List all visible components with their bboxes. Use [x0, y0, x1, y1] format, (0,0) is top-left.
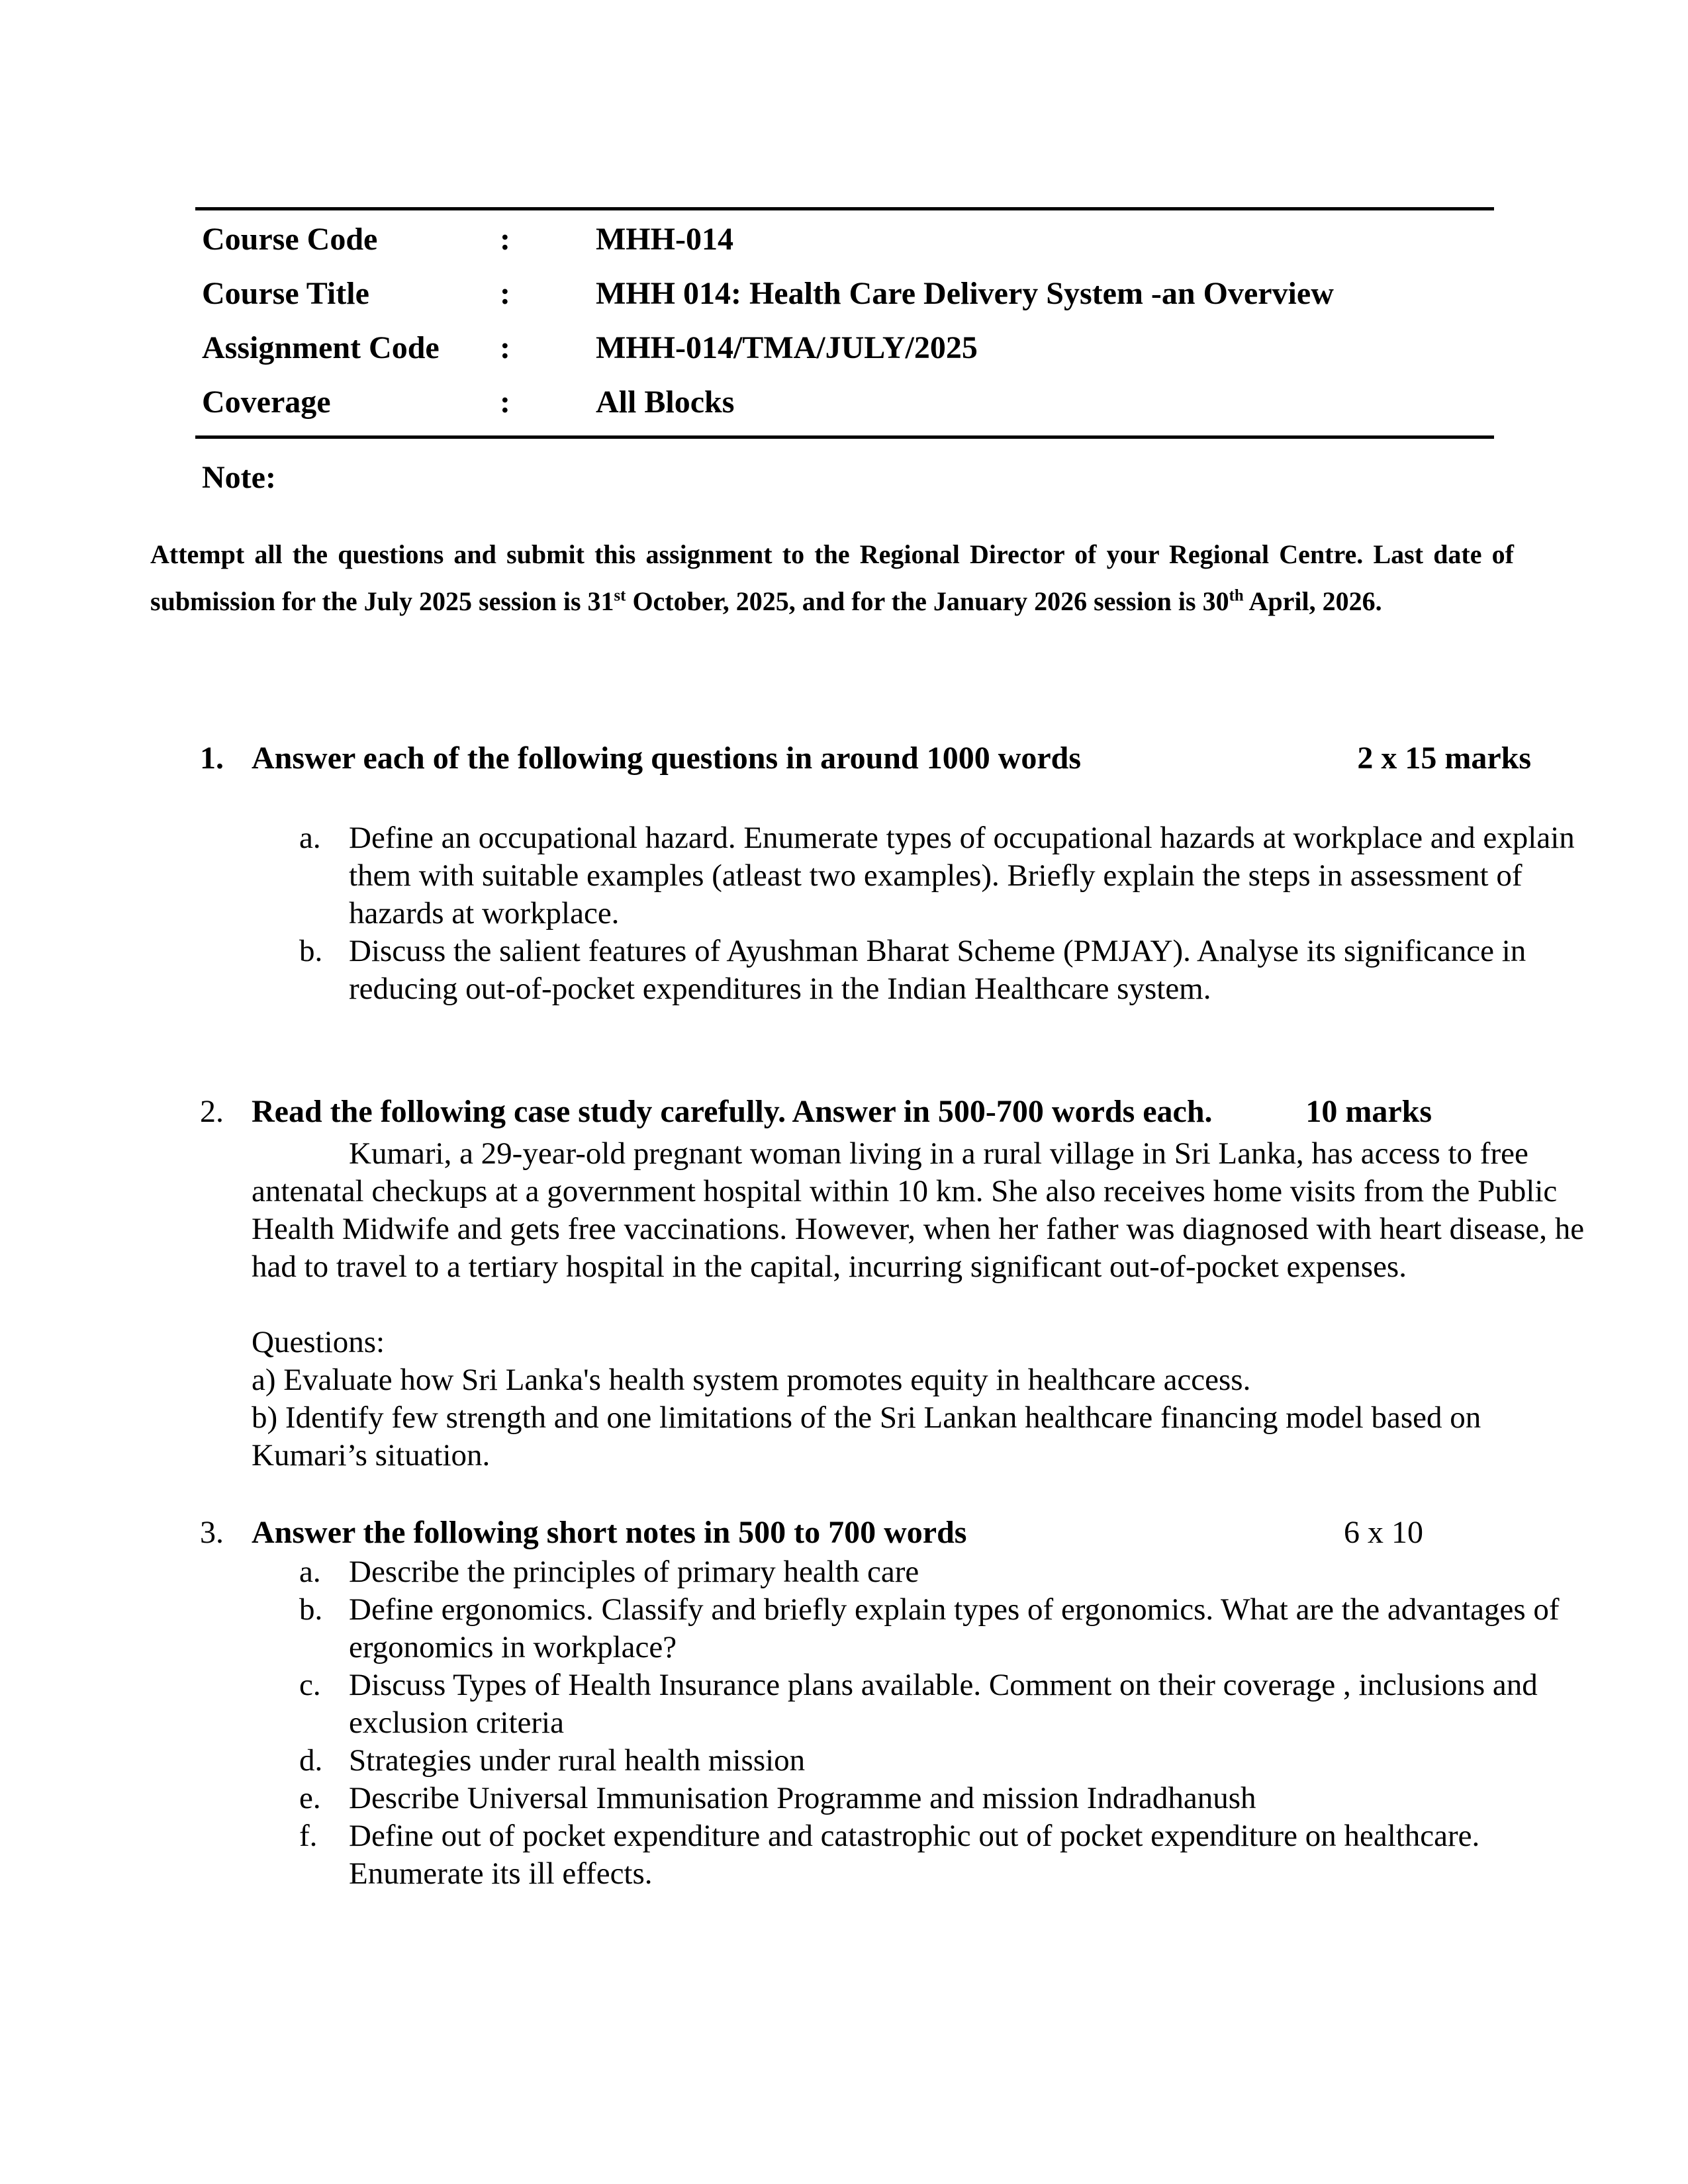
- coverage-value: All Blocks: [596, 384, 735, 420]
- course-code-value: MHH-014: [596, 221, 733, 257]
- item-3b-text: Define ergonomics. Classify and briefly explain types of ergonomics. What are the advantages of ergonomics in workplace?: [349, 1592, 1560, 1664]
- course-code-separator: :: [500, 221, 510, 257]
- question-2-heading: [200, 1091, 1688, 1132]
- item-3d-text: Strategies under rural health mission: [349, 1743, 806, 1778]
- coverage-label: Coverage: [202, 384, 331, 420]
- question-1-item-a: [299, 819, 1589, 933]
- assignment-code-label: Assignment Code: [202, 330, 440, 365]
- question-3-item-d: [299, 1742, 1589, 1780]
- question-3-marks: 6 x 10: [1344, 1515, 1423, 1550]
- item-3e-marker: e.: [299, 1781, 321, 1815]
- instructions-text-part3: April, 2026.: [1243, 586, 1382, 616]
- item-1b-text: Discuss the salient features of Ayushman Bharat Scheme (PMJAY). Analyse its significance in reducing out-of-pocket expenditures in the Indian Healthcare system.: [349, 934, 1526, 1006]
- course-title-row: [195, 266, 1494, 320]
- question-1-item-b: [299, 933, 1589, 1008]
- item-1a-marker: a.: [299, 821, 321, 855]
- question-1-title: Answer each of the following questions in around 1000 words: [252, 741, 1082, 776]
- question-1-marks: 2 x 15 marks: [1357, 741, 1531, 776]
- question-3-item-a: [299, 1553, 1589, 1591]
- item-3c-text: Discuss Types of Health Insurance plans available. Comment on their coverage , inclusions and exclusion criteria: [349, 1668, 1538, 1740]
- question-3-number: 3.: [200, 1515, 224, 1550]
- case-questions-label: Questions:: [252, 1325, 385, 1359]
- question-2-number: 2.: [200, 1094, 224, 1129]
- item-3f-marker: f.: [299, 1819, 318, 1853]
- item-3f-text: Define out of pocket expenditure and catastrophic out of pocket expenditure on healthcare. Enumerate its ill effects.: [349, 1819, 1480, 1891]
- instructions-text-part1: Attempt all the questions and submit this assignment to the Regional Director of your Regional Centre. Last date of submission for the July 2025 session is 31: [150, 539, 1514, 616]
- item-1b-marker: b.: [299, 934, 323, 968]
- case-study-paragraph: Kumari, a 29-year-old pregnant woman living in a rural village in Sri Lanka, has access to free antenatal checkups at a government hospital within 10 km. She also receives home visits from the Public Health Midwife and gets free vaccinations. However, when her father was diagnosed with heart disease, he had to travel to a tertiary hospital in the capital, incurring significant out-of-pocket expenses.: [252, 1136, 1585, 1284]
- question-2-title: Read the following case study carefully. Answer in 500-700 words each.: [252, 1094, 1213, 1129]
- question-3-title: Answer the following short notes in 500 to 700 words: [252, 1515, 967, 1550]
- item-3e-text: Describe Universal Immunisation Programme and mission Indradhanush: [349, 1781, 1256, 1815]
- item-3d-marker: d.: [299, 1743, 323, 1778]
- question-2-marks: 10 marks: [1305, 1094, 1432, 1129]
- item-3c-marker: c.: [299, 1668, 321, 1702]
- question-3-item-e: [299, 1780, 1589, 1817]
- question-1-heading: [200, 738, 1688, 779]
- assignment-code-value: MHH-014/TMA/JULY/2025: [596, 330, 978, 365]
- ordinal-superscript-st: st: [614, 586, 626, 605]
- course-info-table: [195, 207, 1494, 439]
- assignment-code-row: [195, 320, 1494, 375]
- ordinal-superscript-th: th: [1229, 586, 1244, 605]
- course-code-row: [195, 212, 1494, 266]
- submission-instructions: [150, 531, 1514, 625]
- item-1a-text: Define an occupational hazard. Enumerate types of occupational hazards at workplace and explain them with suitable examples (atleast two examples). Briefly explain the steps in assessment of hazards at workplace.: [349, 821, 1575, 931]
- item-3b-marker: b.: [299, 1592, 323, 1627]
- course-code-label: Course Code: [202, 221, 378, 257]
- item-3a-text: Describe the principles of primary health care: [349, 1555, 919, 1589]
- question-3-item-b: [299, 1591, 1589, 1666]
- note-label: Note:: [202, 460, 276, 495]
- instructions-text-part2: October, 2025, and for the January 2026 session is 30: [626, 586, 1229, 616]
- course-title-value: MHH 014: Health Care Delivery System -an Overview: [596, 275, 1334, 311]
- assignment-code-separator: :: [500, 330, 510, 365]
- case-question-b: b) Identify few strength and one limitations of the Sri Lankan healthcare financing model based on Kumari’s situation.: [252, 1400, 1481, 1473]
- question-3-item-c: [299, 1666, 1589, 1742]
- question-1-number: 1.: [200, 741, 224, 776]
- coverage-separator: :: [500, 384, 510, 420]
- case-study-questions: [252, 1324, 1589, 1475]
- question-3-item-f: [299, 1817, 1589, 1893]
- case-question-a: a) Evaluate how Sri Lanka's health system promotes equity in healthcare access.: [252, 1363, 1251, 1397]
- course-title-separator: :: [500, 275, 510, 311]
- coverage-row: [195, 375, 1494, 429]
- course-title-label: Course Title: [202, 275, 369, 311]
- question-3-heading: [200, 1512, 1688, 1553]
- item-3a-marker: a.: [299, 1555, 321, 1589]
